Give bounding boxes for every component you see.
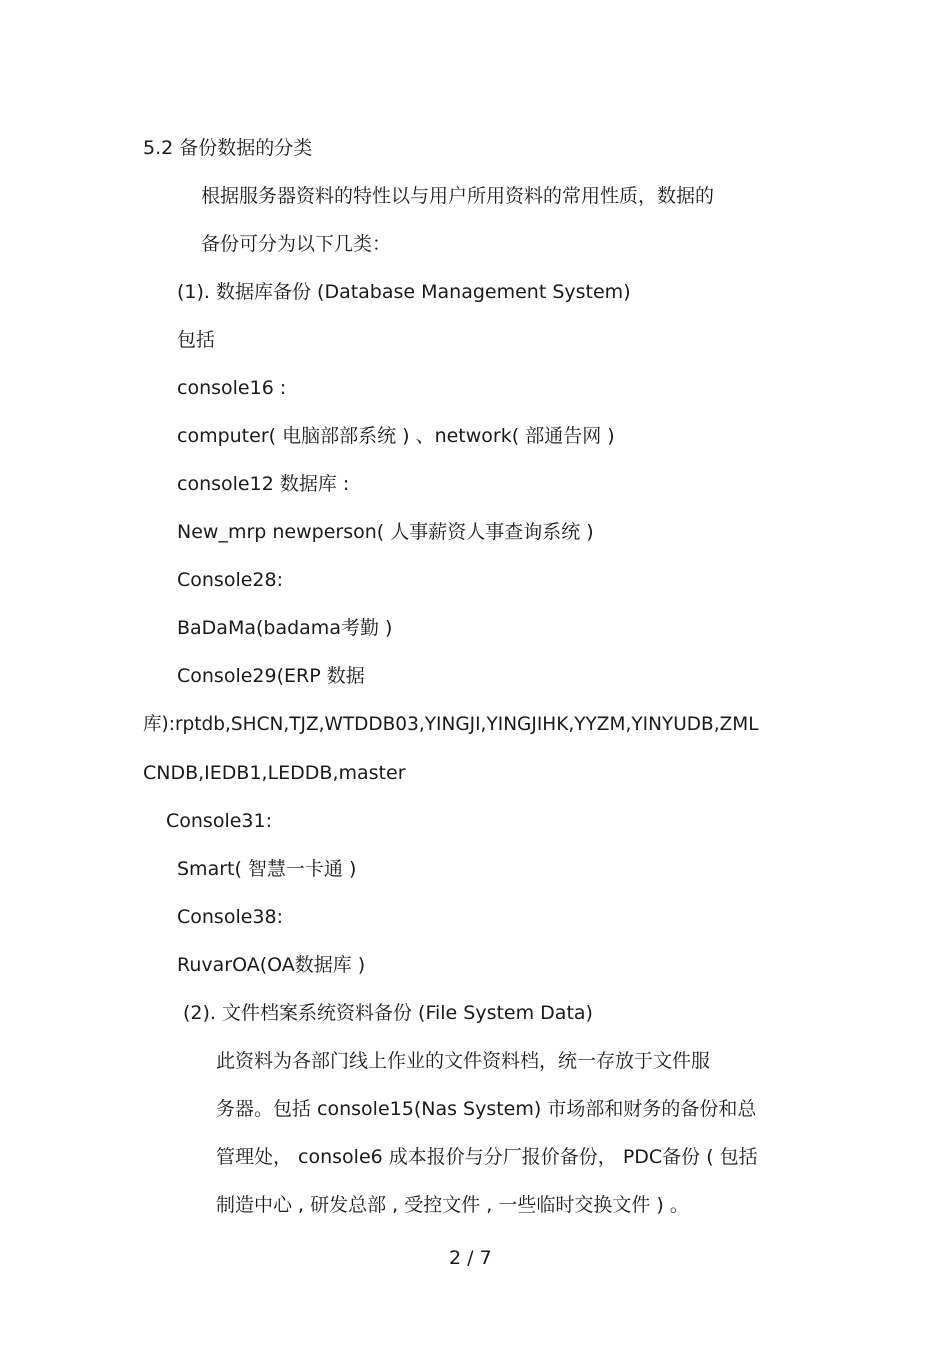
console28-detail: BaDaMa(badama考勤 ) bbox=[177, 617, 393, 639]
item1-includes: 包括 bbox=[177, 329, 216, 351]
console29-continuation-2: CNDB,IEDB1,LEDDB,master bbox=[143, 762, 406, 784]
item2-title: (2). 文件档案系统资料备份 (File System Data) bbox=[183, 1002, 593, 1024]
intro-line-1: 根据服务器资料的特性以与用户所用资料的常用性质，数据的 bbox=[201, 185, 715, 207]
console16-label: console16 : bbox=[177, 377, 287, 399]
page-number: 2 / 7 bbox=[449, 1247, 492, 1269]
item2-line-4: 制造中心 , 研发总部 , 受控文件 , 一些临时交换文件 ) 。 bbox=[216, 1194, 689, 1216]
console31-detail: Smart( 智慧一卡通 ) bbox=[177, 858, 357, 880]
console12-label: console12 数据库 : bbox=[177, 473, 350, 495]
console28-label: Console28: bbox=[177, 569, 284, 591]
console12-detail: New_mrp newperson( 人事薪资人事查询系统 ) bbox=[177, 521, 594, 543]
console38-label: Console38: bbox=[177, 906, 284, 928]
item2-line-2: 务器。包括 console15(Nas System) 市场部和财务的备份和总 bbox=[216, 1098, 757, 1120]
console31-label: Console31: bbox=[166, 810, 273, 832]
section-heading: 5.2 备份数据的分类 bbox=[143, 137, 313, 159]
intro-line-2: 备份可分为以下几类： bbox=[201, 233, 392, 255]
item1-title: (1). 数据库备份 (Database Management System) bbox=[177, 281, 631, 303]
console16-detail: computer( 电脑部部系统 ) 、network( 部通告网 ) bbox=[177, 425, 615, 447]
item2-line-3: 管理处， console6 成本报价与分厂报价备份， PDC备份 ( 包括 bbox=[216, 1146, 758, 1168]
item2-line-1: 此资料为各部门线上作业的文件资料档，统一存放于文件服 bbox=[216, 1050, 711, 1072]
console38-detail: RuvarOA(OA数据库 ) bbox=[177, 954, 366, 976]
console29-continuation-1: 库):rptdb,SHCN,TJZ,WTDDB03,YINGJI,YINGJIHK,YYZM,YINYUDB,ZML bbox=[143, 714, 759, 735]
console29-label: Console29(ERP 数据 bbox=[177, 665, 365, 687]
